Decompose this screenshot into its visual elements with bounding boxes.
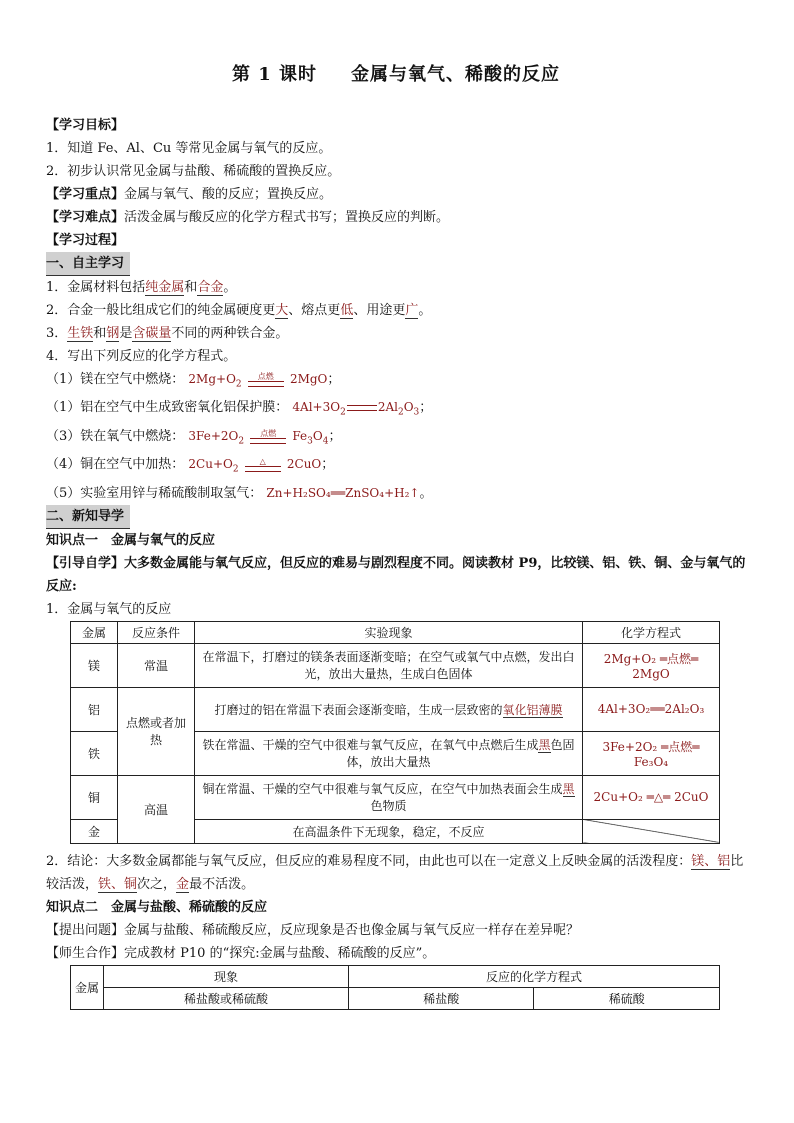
- difficult-points: [46, 206, 746, 229]
- metal-acid-table: [70, 965, 720, 1010]
- new-knowledge-header: 二、新知导学: [46, 505, 130, 529]
- condition-cell: 高温: [118, 775, 195, 843]
- table-row: [71, 775, 720, 819]
- equations-header: 反应的化学方程式: [349, 965, 720, 987]
- process-header: 【学习过程】: [46, 233, 125, 248]
- key-points: [46, 183, 746, 206]
- self-study-line-4: 4．写出下列反应的化学方程式。: [46, 349, 237, 364]
- goal-item: 2．初步认识常见金属与盐酸、稀硫酸的置换反应。: [46, 164, 341, 179]
- lesson-topic: 金属与氧气、稀酸的反应: [351, 64, 561, 85]
- column-header: 化学方程式: [583, 621, 720, 643]
- knowledge-point-2: 知识点二 金属与盐酸、稀硫酸的反应: [46, 899, 268, 915]
- reaction-4: （4）铜在空气中加热： $2Cu+O_2$ △ 2CuO；: [46, 457, 335, 475]
- table-header-row: [71, 621, 720, 643]
- reaction-5: （5）实验室用锌与稀硫酸制取氢气： Zn+H₂SO₄══ZnSO₄+H₂↑。: [46, 485, 433, 501]
- subheading-1: 1．金属与氧气的反应: [46, 601, 172, 617]
- key-label: 【学习重点】: [46, 187, 125, 202]
- equals-sign: [347, 405, 377, 411]
- column-header: 实验现象: [195, 621, 583, 643]
- self-study-header: 一、自主学习: [46, 252, 130, 276]
- self-study-line-1: 1．金属材料包括纯金属和合金。: [46, 280, 237, 295]
- phenomenon-cell: 铜在常温、干燥的空气中很难与氧气反应，在空气中加热表面会生成黑色物质: [195, 775, 583, 819]
- metal-cell: 金: [71, 819, 118, 843]
- h2so4-subheader: 稀硫酸: [534, 987, 720, 1009]
- hcl-subheader: 稀盐酸: [349, 987, 534, 1009]
- phenomenon-header: 现象: [104, 965, 349, 987]
- metal-cell: 铜: [71, 775, 118, 819]
- key-text: 金属与氧气、酸的反应；置换反应。: [124, 187, 333, 202]
- metal-oxygen-table: [70, 621, 720, 844]
- difficult-text: 活泼金属与酸反应的化学方程式书写；置换反应的判断。: [124, 210, 450, 225]
- teacher-student-cooperation: 【师生合作】完成教材 P10 的“探究:金属与盐酸、稀硫酸的反应”。: [46, 945, 436, 961]
- phenomenon-cell: 在常温下，打磨过的镁条表面逐渐变暗；在空气或氧气中点燃，发出白光，放出大量热，生成白色固体: [195, 643, 583, 687]
- reaction-3: （3）铁在氧气中燃烧： $3Fe+2O_2$ 点燃 $Fe_3O_4$；: [46, 428, 342, 447]
- phenomenon-cell: 打磨过的铝在常温下表面会逐渐变暗，生成一层致密的氧化铝薄膜: [195, 687, 583, 731]
- metal-cell: 镁: [71, 643, 118, 687]
- metal-cell: 铝: [71, 687, 118, 731]
- equation-cell: 3Fe+2O₂ ═点燃═ Fe₃O₄: [583, 731, 720, 775]
- reaction-1: （1）镁在空气中燃烧： $2Mg+O_2$ 点燃 2MgO；: [46, 372, 341, 390]
- goal-item: 1．知道 Fe、Al、Cu 等常见金属与氧气的反应。: [46, 141, 332, 156]
- phenomenon-cell: 在高温条件下无现象，稳定，不反应: [195, 819, 583, 843]
- acid-subheader: 稀盐酸或稀硫酸: [104, 987, 349, 1009]
- raise-question: 【提出问题】金属与盐酸、稀硫酸反应，反应现象是否也像金属与氧气反应一样存在差异呢？: [46, 922, 580, 938]
- difficult-label: 【学习难点】: [46, 210, 125, 225]
- equation-cell: 2Cu+O₂ ═△═ 2CuO: [583, 775, 720, 819]
- table-row: [71, 643, 720, 687]
- column-header: 金属: [71, 621, 118, 643]
- conclusion: 2．结论：大多数金属都能与氧气反应，但反应的难易程度不同，由此也可以在一定意义上反映金属的活泼程度：镁、铝比较活泼，铁、铜次之，金最不活泼。: [46, 853, 744, 892]
- goals-header: 【学习目标】: [46, 118, 125, 133]
- document-page: [46, 60, 746, 1010]
- condition-cell: 常温: [118, 643, 195, 687]
- page-title: [46, 60, 746, 86]
- condition-cell: 点燃或者加热: [118, 687, 195, 775]
- self-study-line-3: 3．生铁和钢是含碳量不同的两种铁合金。: [46, 326, 289, 341]
- column-header: 反应条件: [118, 621, 195, 643]
- reaction-arrow: 点燃: [250, 429, 286, 444]
- empty-diagonal-cell: [583, 819, 720, 843]
- table-row: [71, 687, 720, 731]
- reaction-arrow: △: [245, 457, 281, 472]
- equation-cell: 2Mg+O₂ ═点燃═ 2MgO: [583, 643, 720, 687]
- knowledge-point-1: 知识点一 金属与氧气的反应: [46, 532, 216, 548]
- reaction-arrow: 点燃: [248, 372, 284, 387]
- metal-header: 金属: [71, 965, 104, 1009]
- phenomenon-cell: 铁在常温、干燥的空气中很难与氧气反应，在氧气中点燃后生成黑色固体，放出大量热: [195, 731, 583, 775]
- self-study-line-2: 2．合金一般比组成它们的纯金属硬度更大、熔点更低、用途更广。: [46, 303, 432, 318]
- metal-cell: 铁: [71, 731, 118, 775]
- lesson-number: 第 1 课时: [231, 64, 318, 85]
- reaction-2: （1）铝在空气中生成致密氧化铝保护膜： $4Al+3O_2$ $2Al_2O_3$；: [46, 400, 433, 418]
- equation-cell: 4Al+3O₂══2Al₂O₃: [583, 687, 720, 731]
- guide-self-study: 【引导自学】大多数金属能与氧气反应，但反应的难易与剧烈程度不同。阅读教材 P9，比较镁、铝、铁、铜、金与氧气的反应:: [46, 555, 746, 594]
